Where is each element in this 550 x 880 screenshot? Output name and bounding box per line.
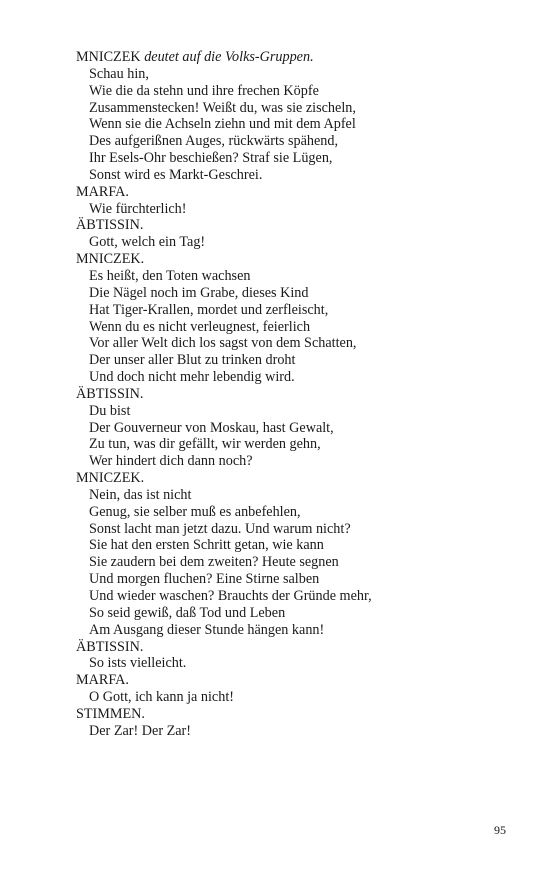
speaker-name: MNICZEK. bbox=[76, 470, 145, 487]
page-number: 95 bbox=[494, 823, 506, 837]
dialogue-text bbox=[76, 49, 516, 740]
verse-line: Sonst lacht man jetzt dazu. Und warum nicht? bbox=[89, 520, 351, 537]
verse-line: Hat Tiger-Krallen, mordet und zerfleischt, bbox=[89, 301, 329, 318]
verse-line: Es heißt, den Toten wachsen bbox=[89, 267, 251, 284]
verse-line: Der Gouverneur von Moskau, hast Gewalt, bbox=[89, 419, 334, 436]
verse-line: So ists vielleicht. bbox=[89, 655, 187, 672]
verse-line: Und doch nicht mehr lebendig wird. bbox=[89, 369, 295, 386]
speaker-name: STIMMEN. bbox=[76, 705, 145, 722]
verse-line: Genug, sie selber muß es anbefehlen, bbox=[89, 503, 301, 520]
verse-line: Wenn sie die Achseln ziehn und mit dem Apfel bbox=[89, 116, 356, 133]
verse-line: Nein, das ist nicht bbox=[89, 486, 192, 503]
verse-line: Zusammenstecken! Weißt du, was sie zischeln, bbox=[89, 99, 356, 116]
verse-line: Wie die da stehn und ihre frechen Köpfe bbox=[89, 82, 319, 99]
verse-line: Der Zar! Der Zar! bbox=[89, 722, 192, 739]
speaker-name: MNICZEK bbox=[76, 49, 141, 65]
stage-direction: deutet auf die Volks-Gruppen. bbox=[144, 49, 314, 65]
verse-line: Wie fürchterlich! bbox=[89, 200, 187, 217]
verse-line: O Gott, ich kann ja nicht! bbox=[89, 689, 234, 706]
verse-line: Sonst wird es Markt-Geschrei. bbox=[89, 166, 263, 183]
verse-line: Du bist bbox=[89, 402, 131, 419]
speaker-name: MNICZEK. bbox=[76, 251, 145, 268]
verse-line: Zu tun, was dir gefällt, wir werden gehn, bbox=[89, 436, 321, 453]
verse-line: Sie zaudern bei dem zweiten? Heute segnen bbox=[89, 554, 339, 571]
verse-line: Am Ausgang dieser Stunde hängen kann! bbox=[89, 621, 325, 638]
speaker-name: ÄBTISSIN. bbox=[76, 638, 144, 655]
speaker-name: ÄBTISSIN. bbox=[76, 385, 144, 402]
verse-line: Wenn du es nicht verleugnest, feierlich bbox=[89, 318, 311, 335]
verse-line: Schau hin, bbox=[89, 65, 149, 82]
verse-line: Vor aller Welt dich los sagst von dem Schatten, bbox=[89, 335, 357, 352]
speaker-name: MARFA. bbox=[76, 672, 129, 689]
speaker-line bbox=[76, 49, 516, 66]
verse-line: Ihr Esels-Ohr beschießen? Straf sie Lügen, bbox=[89, 150, 333, 167]
verse-line: Der unser aller Blut zu trinken droht bbox=[89, 352, 296, 369]
verse-line: Sie hat den ersten Schritt getan, wie kann bbox=[89, 537, 324, 554]
speaker-name: ÄBTISSIN. bbox=[76, 217, 144, 234]
verse-line: So seid gewiß, daß Tod und Leben bbox=[89, 604, 286, 621]
verse-line: Und morgen fluchen? Eine Stirne salben bbox=[89, 571, 320, 588]
verse-line: Gott, welch ein Tag! bbox=[89, 234, 206, 251]
verse-line: Des aufgerißnen Auges, rückwärts spähend, bbox=[89, 133, 338, 150]
verse-line: Wer hindert dich dann noch? bbox=[89, 453, 253, 470]
speaker-name: MARFA. bbox=[76, 183, 129, 200]
verse-line: Und wieder waschen? Brauchts der Gründe mehr, bbox=[89, 588, 372, 604]
verse-line: Die Nägel noch im Grabe, dieses Kind bbox=[89, 284, 309, 301]
